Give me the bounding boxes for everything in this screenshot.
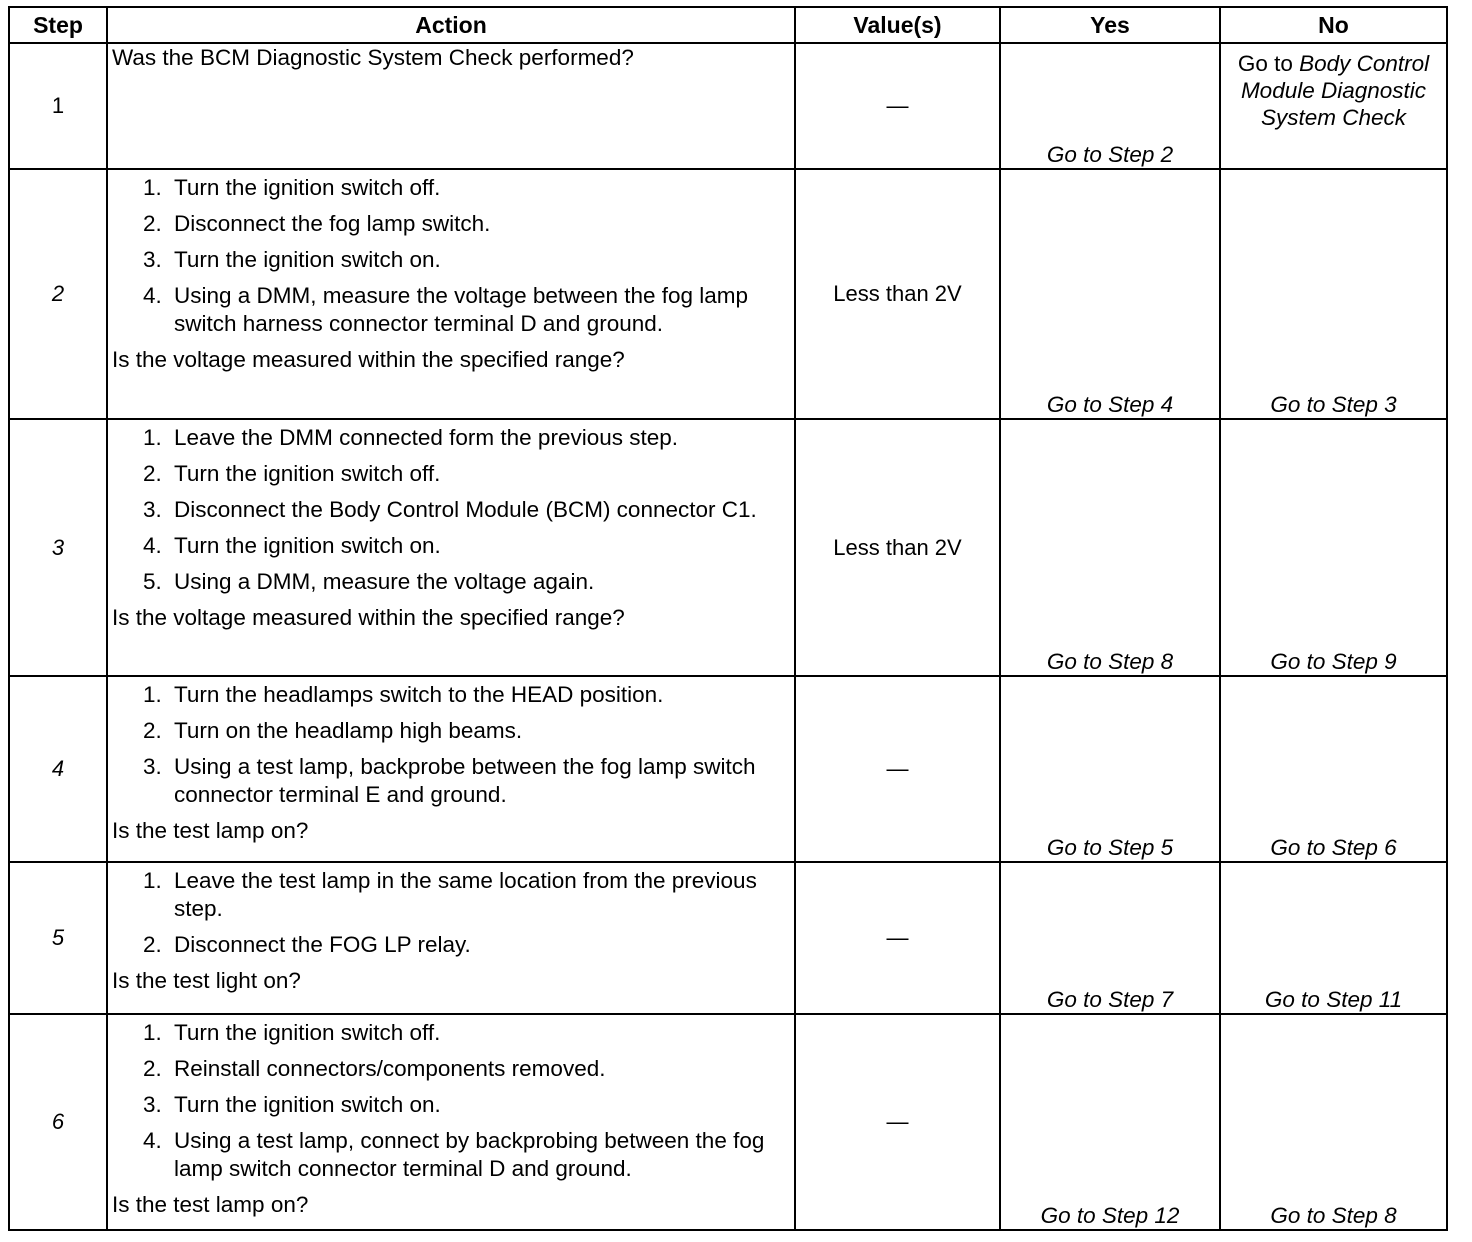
diagnostic-table [8,6,1448,1231]
value-cell: — [795,862,1000,1014]
action-step: 4. Using a DMM, measure the voltage between the fog lamp switch harness connector terminal D and ground. [168,282,794,338]
action-step: 1. Leave the test lamp in the same location from the previous step. [168,867,794,923]
value-cell: — [795,676,1000,862]
action-step: 4. Using a test lamp, connect by backprobing between the fog lamp switch connector terminal D and ground. [168,1127,794,1183]
value-cell: — [795,1014,1000,1230]
no-cell [1220,43,1447,169]
header-step: Step [9,7,107,43]
value-cell: Less than 2V [795,419,1000,676]
table-row [9,862,1447,1014]
header-no: No [1220,7,1447,43]
action-step: 2. Reinstall connectors/components removed. [168,1055,794,1083]
action-question: Is the test lamp on? [112,818,309,843]
action-question: Is the voltage measured within the specified range? [112,347,625,372]
action-cell [107,419,795,676]
no-target: Body Control Module Diagnostic System Check [1240,51,1430,130]
action-steps-list [108,1019,794,1183]
yes-cell: Go to Step 2 [1000,43,1220,169]
action-step: 2. Disconnect the FOG LP relay. [168,931,794,959]
action-step: 1. Turn the ignition switch off. [168,174,794,202]
action-step: 3. Turn the ignition switch on. [168,246,794,274]
yes-cell: Go to Step 8 [1000,419,1220,676]
table-header-row [9,7,1447,43]
no-cell: Go to Step 6 [1220,676,1447,862]
action-step: 3. Using a test lamp, backprobe between the fog lamp switch connector terminal E and ground. [168,753,794,809]
action-question: Is the voltage measured within the specified range? [112,605,625,630]
no-cell: Go to Step 11 [1220,862,1447,1014]
action-step: 4. Turn the ignition switch on. [168,532,794,560]
step-number: 6 [9,1014,107,1230]
header-action: Action [107,7,795,43]
action-steps-list [108,424,794,596]
table-row [9,1014,1447,1230]
action-step: 5. Using a DMM, measure the voltage again. [168,568,794,596]
yes-cell: Go to Step 12 [1000,1014,1220,1230]
yes-cell: Go to Step 5 [1000,676,1220,862]
action-step: 3. Disconnect the Body Control Module (BCM) connector C1. [168,496,794,524]
action-cell [107,43,795,169]
action-step: 1. Leave the DMM connected form the previous step. [168,424,794,452]
step-number: 4 [9,676,107,862]
action-step: 2. Disconnect the fog lamp switch. [168,210,794,238]
value-cell: Less than 2V [795,169,1000,419]
no-cell: Go to Step 3 [1220,169,1447,419]
action-question: Is the test light on? [112,968,301,993]
no-prefix: Go to [1237,51,1293,76]
action-step: 3. Turn the ignition switch on. [168,1091,794,1119]
diagnostic-table-container [8,6,1448,1231]
action-cell [107,1014,795,1230]
step-number: 2 [9,169,107,419]
action-step: 1. Turn the ignition switch off. [168,1019,794,1047]
table-row [9,419,1447,676]
action-step: 1. Turn the headlamps switch to the HEAD position. [168,681,794,709]
value-cell: — [795,43,1000,169]
action-cell [107,169,795,419]
action-steps-list [108,681,794,809]
table-row [9,169,1447,419]
table-row [9,43,1447,169]
header-yes: Yes [1000,7,1220,43]
action-cell [107,676,795,862]
yes-cell: Go to Step 7 [1000,862,1220,1014]
action-question: Was the BCM Diagnostic System Check performed? [112,45,634,70]
step-number: 3 [9,419,107,676]
step-number: 1 [9,43,107,169]
action-steps-list [108,174,794,338]
action-question: Is the test lamp on? [112,1192,309,1217]
action-step: 2. Turn on the headlamp high beams. [168,717,794,745]
step-number: 5 [9,862,107,1014]
no-cell: Go to Step 8 [1220,1014,1447,1230]
yes-cell: Go to Step 4 [1000,169,1220,419]
no-cell: Go to Step 9 [1220,419,1447,676]
header-values: Value(s) [795,7,1000,43]
action-steps-list [108,867,794,959]
action-step: 2. Turn the ignition switch off. [168,460,794,488]
table-row [9,676,1447,862]
action-cell [107,862,795,1014]
